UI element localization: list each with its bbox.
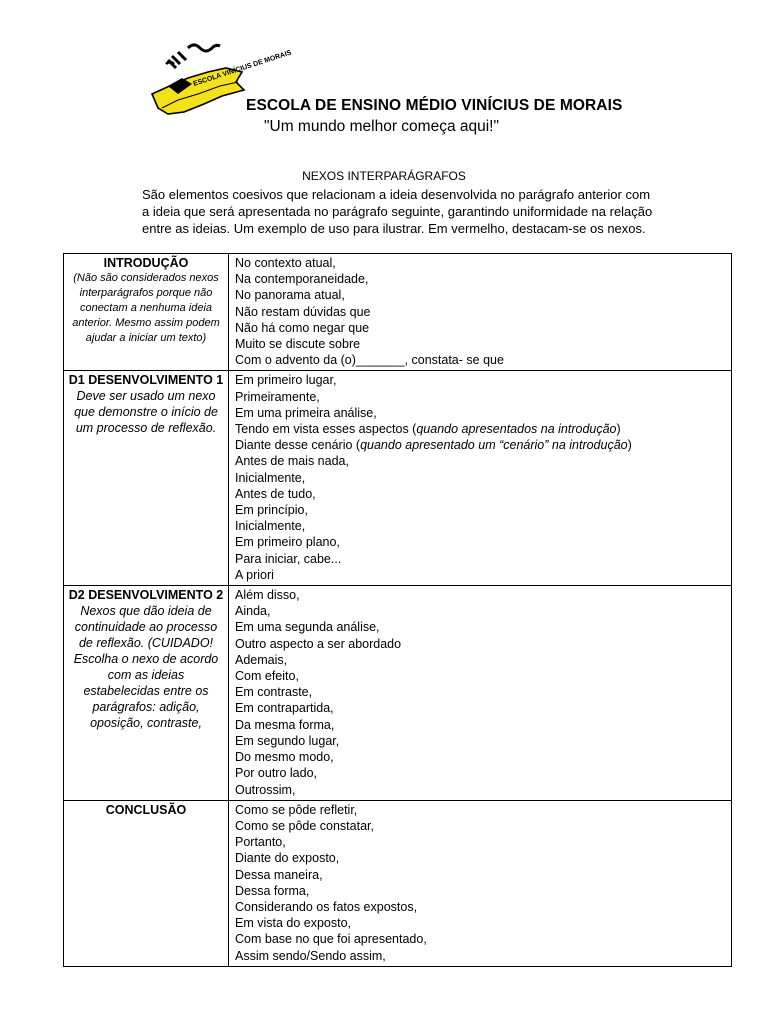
logo-text: ESCOLA VINÍCIUS DE MORAIS: [192, 49, 293, 88]
connector-phrase: [235, 915, 725, 931]
phrase-text: Na contemporaneidade,: [235, 272, 369, 287]
phrase-text: Com base no que foi apresentado,: [235, 932, 427, 947]
table-row: [64, 254, 732, 371]
connector-phrase: [235, 437, 725, 453]
phrase-text: Por outro lado,: [235, 766, 317, 781]
phrase-text: Antes de tudo,: [235, 486, 316, 501]
phrase-text: No contexto atual,: [235, 256, 336, 270]
phrase-suffix: ): [616, 422, 621, 437]
connector-phrase: [235, 587, 725, 603]
connector-phrase: [235, 287, 725, 303]
phrase-text: Antes de mais nada,: [235, 454, 349, 469]
section-title: INTRODUÇÃO: [103, 256, 189, 270]
phrase-suffix: ): [627, 438, 632, 453]
phrase-text: Com o advento da (o)_______, constata- se que: [235, 353, 504, 368]
connector-phrase: [235, 619, 725, 635]
connector-phrase: [235, 486, 725, 502]
phrase-text: Em uma segunda análise,: [235, 620, 380, 635]
document-title: NEXOS INTERPARÁGRAFOS: [302, 169, 466, 183]
phrase-text: Como se pôde refletir,: [235, 802, 358, 817]
phrases-cell: [229, 371, 732, 586]
connector-phrase: [235, 421, 725, 437]
phrase-text: Em primeiro plano,: [235, 535, 340, 550]
phrase-text: Considerando os fatos expostos,: [235, 899, 418, 914]
phrase-text: Muito se discute sobre: [235, 337, 361, 352]
phrase-text: Como se pôde constatar,: [235, 818, 374, 833]
phrase-text: Outrossim,: [235, 782, 296, 797]
connector-phrase: [235, 931, 725, 947]
connector-phrase: [235, 899, 725, 915]
table-row: [64, 371, 732, 586]
phrase-text: Dessa forma,: [235, 883, 310, 898]
phrase-text: Ainda,: [235, 604, 271, 619]
connector-phrase: [235, 802, 725, 818]
phrase-text: Assim sendo/Sendo assim,: [235, 948, 386, 963]
section-description: (Não são considerados nexos interparágrafos porque não conectam a nenhuma ideia anterior. Mesmo assim podem ajudar a iniciar um texto): [72, 272, 220, 344]
phrase-text: Em primeiro lugar,: [235, 373, 337, 388]
phrase-text: Em contrapartida,: [235, 701, 334, 716]
phrase-text: No panorama atual,: [235, 288, 345, 303]
intro-line: entre as ideias. Um exemplo de uso para ilustrar. Em vermelho, destacam-se os nexos.: [142, 221, 646, 236]
phrase-text: Ademais,: [235, 652, 288, 667]
section-description: Nexos que dão ideia de continuidade ao processo de reflexão. (CUIDADO! Escolha o nexo de acordo com as ideias estabelecidas entre os parágrafos: adição, oposição, contraste,: [73, 604, 219, 731]
connector-phrase: [235, 352, 725, 368]
section-description: Deve ser usado um nexo que demonstre o início de um processo de reflexão.: [74, 389, 218, 436]
connector-phrase: [235, 518, 725, 534]
phrase-text: Para iniciar, cabe...: [235, 551, 342, 566]
phrase-text: Inicialmente,: [235, 519, 306, 534]
connector-phrase: [235, 336, 725, 352]
phrase-text: Dessa maneira,: [235, 867, 323, 882]
phrase-text: Inicialmente,: [235, 470, 306, 485]
section-title: CONCLUSÃO: [105, 802, 187, 817]
connector-phrase: [235, 818, 725, 834]
phrase-text: Em segundo lugar,: [235, 733, 340, 748]
phrase-note: quando apresentados na introdução: [416, 422, 617, 437]
phrase-text: Em contraste,: [235, 685, 313, 700]
phrase-text: Com efeito,: [235, 669, 299, 684]
section-label-cell: [64, 254, 229, 371]
intro-line: a ideia que será apresentada no parágrafo seguinte, garantindo uniformidade na relação: [142, 204, 653, 219]
table-row: [64, 800, 732, 966]
phrase-text: Do mesmo modo,: [235, 750, 334, 765]
connector-phrase: [235, 372, 725, 388]
connector-phrase: [235, 684, 725, 700]
connector-phrase: [235, 782, 725, 798]
table-row: [64, 586, 732, 801]
phrase-text: Primeiramente,: [235, 389, 320, 404]
connector-phrase: [235, 603, 725, 619]
connector-phrase: [235, 551, 725, 567]
connector-phrase: [235, 867, 725, 883]
phrase-text: Em princípio,: [235, 503, 308, 518]
phrase-text: Diante desse cenário (: [235, 438, 361, 453]
connector-phrase: [235, 470, 725, 486]
connector-phrase: [235, 453, 725, 469]
connector-phrase: [235, 389, 725, 405]
phrase-text: Outro aspecto a ser abordado: [235, 636, 402, 651]
connector-phrase: [235, 534, 725, 550]
connector-phrase: [235, 834, 725, 850]
connector-phrase: [235, 883, 725, 899]
connector-phrase: [235, 717, 725, 733]
connector-phrase: [235, 700, 725, 716]
connector-phrase: [235, 948, 725, 964]
phrase-text: Não há como negar que: [235, 320, 370, 335]
nexos-table: [63, 253, 732, 967]
phrase-text: Além disso,: [235, 588, 300, 603]
phrase-text: Diante do exposto,: [235, 851, 340, 866]
section-label-cell: [64, 371, 229, 586]
connector-phrase: [235, 502, 725, 518]
phrase-text: Não restam dúvidas que: [235, 304, 371, 319]
connector-phrase: [235, 668, 725, 684]
connector-phrase: [235, 636, 725, 652]
section-label-cell: [64, 800, 229, 966]
connector-phrase: [235, 749, 725, 765]
phrases-cell: [229, 800, 732, 966]
intro-paragraph: [142, 186, 682, 237]
connector-phrase: [235, 567, 725, 583]
section-title: D1 DESENVOLVIMENTO 1: [68, 373, 224, 388]
connector-phrase: [235, 320, 725, 336]
phrase-text: Portanto,: [235, 835, 286, 850]
intro-line: São elementos coesivos que relacionam a ideia desenvolvida no parágrafo anterior com: [142, 187, 651, 202]
connector-phrase: [235, 652, 725, 668]
phrase-note: quando apresentado um “cenário” na introdução: [360, 438, 628, 453]
phrases-cell: [229, 586, 732, 801]
connector-phrase: [235, 255, 725, 271]
school-name: ESCOLA DE ENSINO MÉDIO VINÍCIUS DE MORAIS: [246, 97, 623, 114]
connector-phrase: [235, 405, 725, 421]
section-title: D2 DESENVOLVIMENTO 2: [68, 588, 224, 603]
school-logo-icon: [148, 38, 293, 118]
connector-phrase: [235, 733, 725, 749]
connector-phrase: [235, 850, 725, 866]
section-label-cell: [64, 586, 229, 801]
connector-phrase: [235, 271, 725, 287]
phrase-text: Da mesma forma,: [235, 717, 335, 732]
phrase-text: Tendo em vista esses aspectos (: [235, 422, 417, 437]
phrase-text: Em uma primeira análise,: [235, 405, 377, 420]
phrase-text: A priori: [235, 567, 274, 582]
connector-phrase: [235, 304, 725, 320]
school-motto: "Um mundo melhor começa aqui!": [264, 118, 499, 135]
connector-phrase: [235, 765, 725, 781]
phrases-cell: [229, 254, 732, 371]
phrase-text: Em vista do exposto,: [235, 916, 352, 931]
